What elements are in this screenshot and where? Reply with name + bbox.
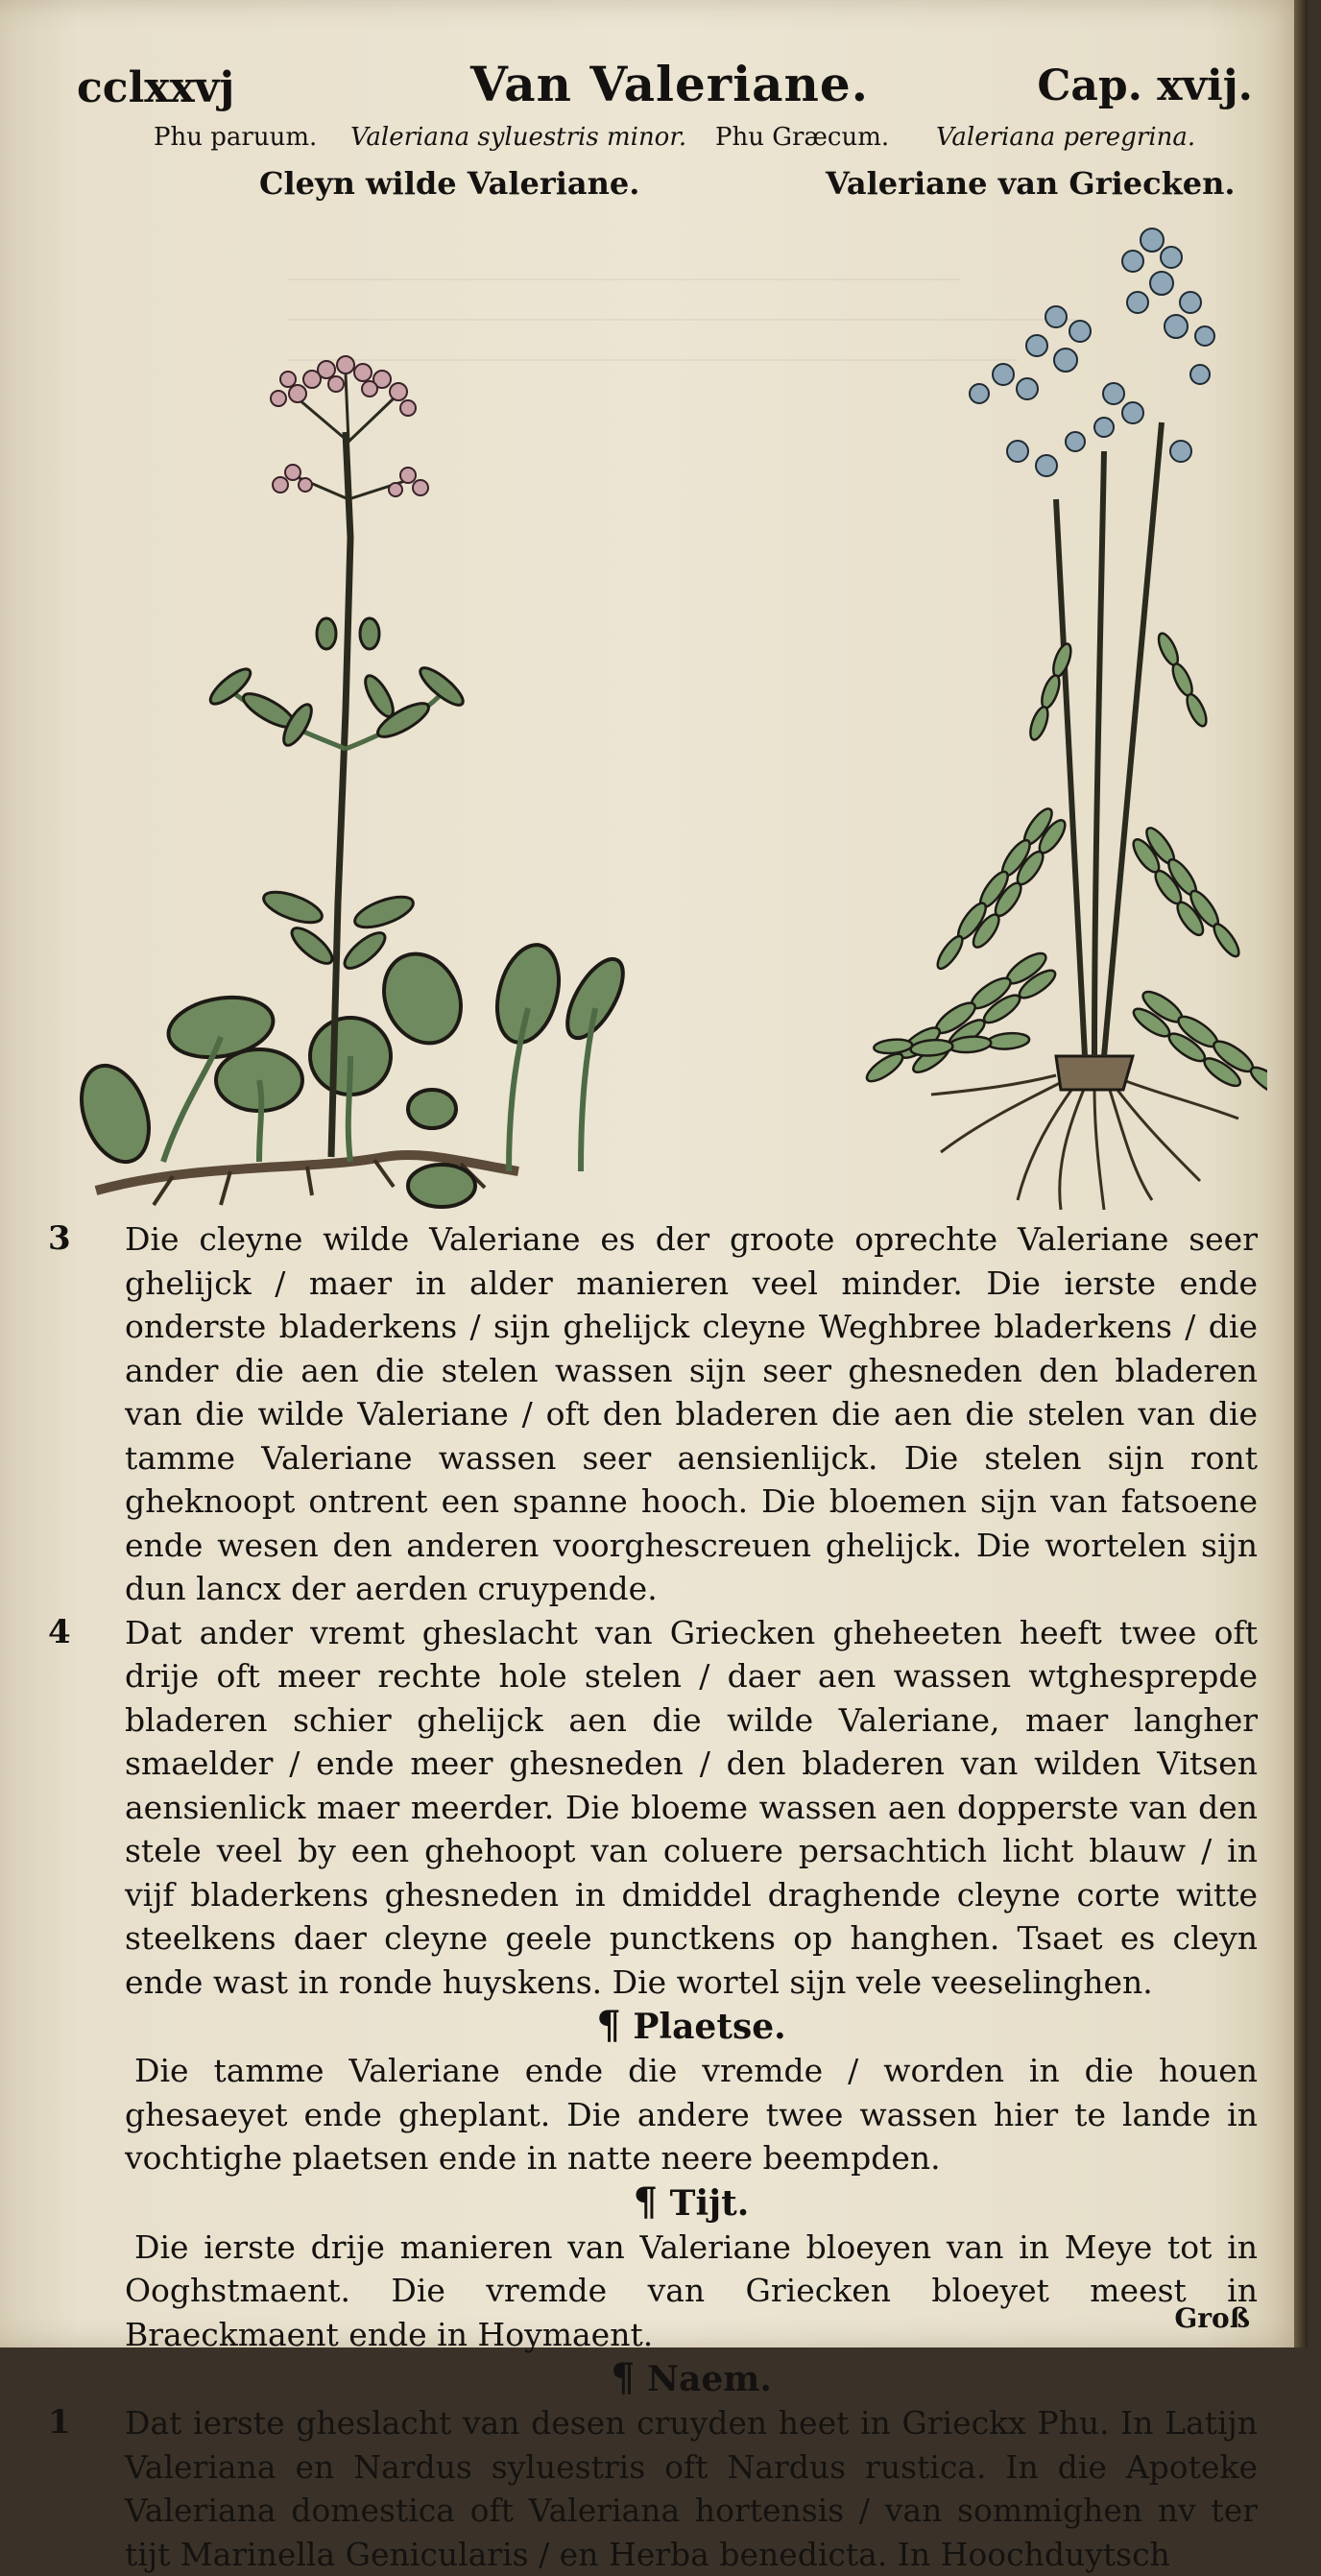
chapter-number: Cap. xvij. [1037, 61, 1253, 110]
catchword: Groß [1174, 2302, 1250, 2334]
right-latin-name-1: Phu Græcum. [715, 123, 890, 152]
plaetse-paragraph: Die tamme Valeriane ende die vremde / worden in die houen ghesaeyet ende gheplant. Die andere twee wassen hier te lande in vochtighe plaetsen ende in natte neere beempden. [125, 2052, 1258, 2177]
right-latin-name-2: Valeriana peregrina. [936, 123, 1196, 152]
left-dutch-name: Cleyn wilde Valeriane. [259, 165, 640, 202]
pilcrow-icon: ¶ [596, 2003, 621, 2048]
book-spine [1294, 0, 1308, 2347]
left-latin-name-1: Phu paruum. [154, 123, 318, 152]
woodcut-illustrations [58, 211, 1267, 1219]
tijt-paragraph: Die ierste drije manieren van Valeriane bloeyen van in Meye tot in Ooghstmaent. Die vremde van Griecken bloeyet meest in Braeckmaent ende in Hoymaent. [125, 2227, 1258, 2353]
description-paragraph-2 [48, 1611, 1258, 2005]
description-paragraph-1 [48, 1217, 1258, 1611]
section-heading-naem: ¶ Naem. [611, 2355, 772, 2400]
naem-paragraph-text: Dat ierste gheslacht van desen cruyden heet in Grieckx Phu. In Latijn Valeriana en Nardus syluestris oft Nardus rustica. In die Apoteke Valeriana domestica oft Valeriana hortensis / van sommighen nv ter tijt Marinella Genicularis / en Herba benedicta. In Hoochduytsch [125, 2404, 1258, 2573]
margin-number-4: 4 [48, 1612, 71, 1651]
small-wild-valerian-woodcut [69, 356, 634, 1207]
body-text [48, 1217, 1258, 2576]
section-heading-tijt: ¶ Tijt. [633, 2179, 750, 2225]
naem-paragraph [48, 2401, 1258, 2576]
pilcrow-icon: ¶ [611, 2355, 636, 2400]
left-latin-name-2: Valeriana syluestris minor. [350, 123, 687, 152]
paragraph-1-text: Die cleyne wilde Valeriane es der groote oprechte Valeriane seer ghelijck / maer in alder manieren veel minder. Die ierste ende onderste bladerkens / sijn ghelijck cleyne Weghbree bladerkens / die ander die aen die stelen wassen sijn seer ghesneden den bladeren van die wilde Valeriane / oft den bladeren die aen die stelen van die tamme Valeriane wassen seer aensienlijck. Die stelen sijn ront gheknoopt ontrent een spanne hooch. Die bloemen sijn van fatsoene ende wesen den anderen voorghescreuen ghelijck. Die wortelen sijn dun lancx der aerden cruypende. [125, 1220, 1258, 1607]
right-dutch-name: Valeriane van Griecken. [826, 165, 1236, 202]
page-header [77, 56, 1253, 123]
greek-valerian-woodcut [862, 229, 1267, 1210]
section-heading-plaetse: ¶ Plaetse. [596, 2003, 786, 2048]
folio-number: cclxxvj [77, 63, 235, 112]
plant-name-labels [154, 123, 1236, 209]
pilcrow-icon: ¶ [633, 2179, 659, 2225]
paragraph-2-text: Dat ander vremt gheslacht van Griecken gheheeten heeft twee oft drije oft meer rechte hole stelen / daer aen wassen wtghesprepde bladeren schier ghelijck aen die wilde Valeriane, maer langher smaelder / ende meer ghesneden / den bladeren van wilden Vitsen aensienlick maer meerder. Die bloeme wassen aen dopperste van den stele veel by een ghehoopt van coluere persachtich licht blauw / in vijf bladerkens ghesneden in dmiddel draghende cleyne corte witte steelkens daer cleyne geele punctkens op hanghen. Tsaet es cleyn ende wast in ronde huyskens. Die wortel sijn vele veeselinghen. [125, 1613, 1258, 2001]
chapter-title: Van Valeriane. [470, 56, 870, 112]
margin-number-1: 1 [48, 2403, 71, 2442]
margin-number-3: 3 [48, 1219, 71, 1258]
